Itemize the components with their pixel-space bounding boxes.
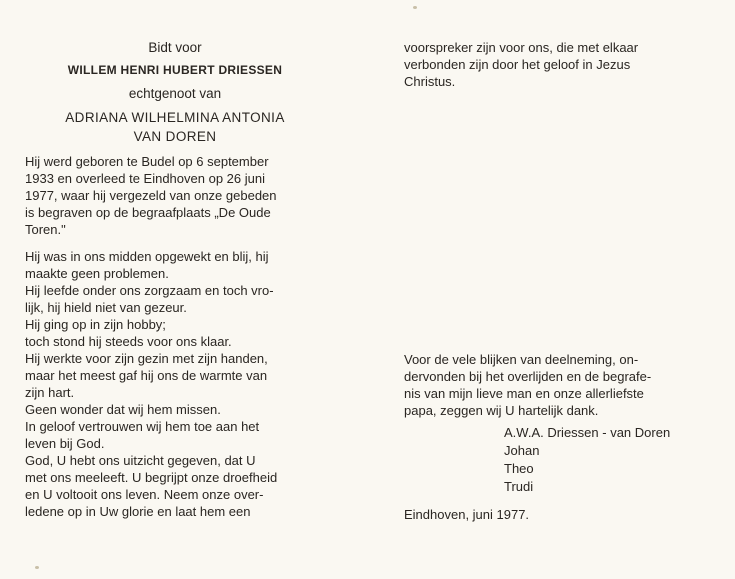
spouse-name-line-1: ADRIANA WILHELMINA ANTONIA bbox=[65, 110, 285, 125]
birth-paragraph bbox=[25, 153, 325, 238]
right-page bbox=[404, 39, 714, 522]
birth-line: 1933 en overleed te Eindhoven op 26 juni bbox=[25, 171, 265, 186]
thanks-line: nis van mijn lieve man en onze allerliefste bbox=[404, 386, 644, 401]
tribute-line: Hij leefde onder ons zorgzaam en toch vro- bbox=[25, 283, 274, 298]
signatory: Trudi bbox=[504, 479, 534, 494]
continuation-line: Christus. bbox=[404, 74, 456, 89]
tribute-line: en U voltooit ons leven. Neem onze over- bbox=[25, 487, 264, 502]
paper-speck bbox=[35, 566, 39, 569]
continuation-line: verbonden zijn door het geloof in Jezus bbox=[404, 57, 631, 72]
birth-line: is begraven op de begraafplaats „De Oude bbox=[25, 205, 271, 220]
thanks-paragraph bbox=[404, 351, 714, 419]
left-page bbox=[25, 38, 325, 520]
thanks-line: papa, zeggen wij U hartelijk dank. bbox=[404, 403, 599, 418]
tribute-line: zijn hart. bbox=[25, 385, 75, 400]
tribute-line: Hij ging op in zijn hobby; bbox=[25, 317, 166, 332]
tribute-line: met ons meeleeft. U begrijpt onze droefheid bbox=[25, 470, 278, 485]
tribute-line: In geloof vertrouwen wij hem toe aan het bbox=[25, 419, 260, 434]
tribute-line: ledene op in Uw glorie en laat hem een bbox=[25, 504, 251, 519]
spouse-name-line-2: VAN DOREN bbox=[133, 129, 217, 144]
signatory: Theo bbox=[504, 461, 534, 476]
continuation-paragraph bbox=[404, 39, 714, 90]
bidt-voor-line: Bidt voor bbox=[148, 40, 202, 55]
thanks-block bbox=[404, 351, 714, 523]
tribute-line: God, U hebt ons uitzicht gegeven, dat U bbox=[25, 453, 256, 468]
tribute-line: leven bij God. bbox=[25, 436, 105, 451]
spouse-label: echtgenoot van bbox=[128, 86, 222, 101]
tribute-line: maakte geen problemen. bbox=[25, 266, 169, 281]
place-date: Eindhoven, juni 1977. bbox=[404, 507, 530, 522]
tribute-line: Hij werkte voor zijn gezin met zijn handen, bbox=[25, 351, 268, 366]
tribute-line: Hij was in ons midden opgewekt en blij, hij bbox=[25, 249, 269, 264]
birth-line: Toren." bbox=[25, 222, 66, 237]
thanks-line: Voor de vele blijken van deelneming, on- bbox=[404, 352, 639, 367]
thanks-line: dervonden bij het overlijden en de begrafe- bbox=[404, 369, 652, 384]
tribute-line: lijk, hij hield niet van gezeur. bbox=[25, 300, 187, 315]
continuation-line: voorspreker zijn voor ons, die met elkaar bbox=[404, 40, 639, 55]
tribute-line: toch stond hij steeds voor ons klaar. bbox=[25, 334, 232, 349]
tribute-line: maar het meest gaf hij ons de warmte van bbox=[25, 368, 268, 383]
deceased-name: WILLEM HENRI HUBERT DRIESSEN bbox=[67, 63, 283, 77]
birth-line: Hij werd geboren te Budel op 6 september bbox=[25, 154, 269, 169]
tribute-line: Geen wonder dat wij hem missen. bbox=[25, 402, 221, 417]
tribute-paragraph bbox=[25, 248, 325, 520]
birth-line: 1977, waar hij vergezeld van onze gebeden bbox=[25, 188, 277, 203]
signatory: Johan bbox=[504, 443, 540, 458]
paper-speck bbox=[413, 6, 417, 9]
signatory: A.W.A. Driessen - van Doren bbox=[504, 425, 671, 440]
signatories bbox=[404, 424, 714, 496]
